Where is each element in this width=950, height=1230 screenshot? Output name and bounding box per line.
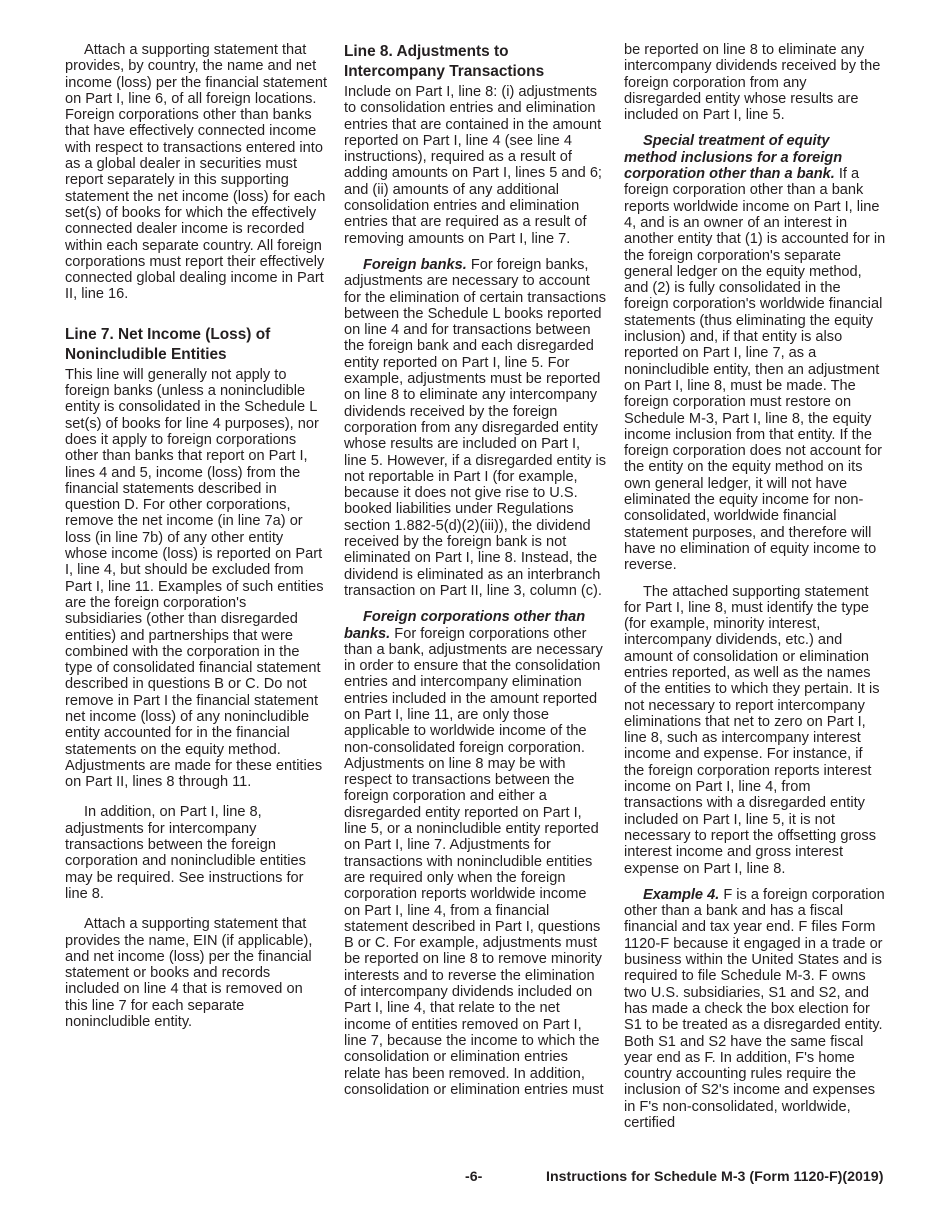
text-foreign-corporations: For foreign corporations other than a bank, adjustments are necessary in order to ensure that the consolidation entries and intercompany elimination entries included in the amount reported on Part I, line 11, are only those applicable to worldwide income of the non-consolidated foreign corporation. Adjustments on line 8 may be with respect to transactions between the foreign corporation and either a disregarded entity reported on Part I, line 5, or a nonincludible entity reported on Part I, line 7. Adjustments for transactions with nonincludible entities are required only when the foreign corporation reports worldwide income on Part I, line 4, from a financial statement described in Part I, questions B or C. For example, adjustments must be reported on line 8 to remove minority interests and to reverse the elimination of intercompany dividends included on Part I, line 4, that relate to the net income of entities removed on Part I, line 7, because the income to which the consolidation or elimination entries relate has been removed. In addition, consolidation or elimination entries must [344, 625, 604, 1098]
paragraph-supporting-statement: The attached supporting statement for Part I, line 8, must identify the type (for example, minority interest, intercompany dividends, etc.) and amount of consolidation or elimination entries reported, as well as the names of the entities to which they pertain. It is not necessary to report intercompany eliminations that net to zero on Part I, line 8, such as intercompany interest income and expense. For instance, if the foreign corporation reports interest income on Part I, line 4, from transactions with a disregarded entity included on Part I, line 5, it is not necessary to report the offsetting gross interest income and gross interest expense on Part I, line 8. [624, 583, 880, 877]
paragraph-foreign-banks [344, 257, 606, 599]
paragraph-line7-statement: Attach a supporting statement that provides the name, EIN (if applicable), and net income (loss) per the financial statement or books and records included on line 4 that is removed on this line 7 for each separate nonincludible entity. [65, 916, 313, 1031]
text-example-4: F is a foreign corporation other than a bank and has a fiscal financial and tax year end. F files Form 1120-F because it engaged in a trade or business within the United States and is required to file Schedule M-3. F owns two U.S. subsidiaries, S1 and S2, and has made a check the box election for S1 to be treated as a disregarded entity. Both S1 and S2 have the same fiscal year end as F. In addition, F's home country accounting rules require the inclusion of S2's income and expenses in F's non-consolidated, worldwide, certified [624, 886, 885, 1131]
document-title: Instructions for Schedule M-3 (Form 1120-F)(2019) [546, 1169, 884, 1185]
text-equity-method: If a foreign corporation other than a bank reports worldwide income on Part I, line 4, and is an owner of an interest in another entity that (1) is accounted for in the foreign corporation's separate general ledger on the equity method, and (2) is fully consolidated in the foreign corporation's worldwide financial statements (thus eliminating the equity inclusion) and, if that entity is also reported on Part I, line 7, as a nonincludible entity, then an adjustment on Part I, line 8, must be made. The foreign corporation must restore on Schedule M-3, Part I, line 8, the equity income inclusion from that entity. If the foreign corporation does not account for the entity on the equity method on its own general ledger, it will not have eliminated the equity income for non-consolidated, worldwide financial statement purposes, and therefore will have no elimination of equity income to reverse. [624, 166, 886, 574]
text-foreign-banks: For foreign banks, adjustments are necessary to account for the elimination of certain transactions between the Schedule L books reported on line 4 and for transactions between the foreign bank and each disregarded entity reported on Part I, line 5. For example, adjustments must be reported on line 8 to eliminate any intercompany dividends received by the foreign corporation from any disregarded entity whose results are included on Part I, line 5. However, if a disregarded entity is not reportable in Part I (for example, because it does not give rise to U.S. booked liabilities under Regulations section 1.882-5(d)(2)(iii)), the dividend received by the foreign bank is not eliminated on Part I, line 8. Instead, the dividend is eliminated as an interbranch transaction on Part II, line 3, column (c). [344, 256, 607, 599]
heading-line7: Line 7. Net Income (Loss) of Nonincludible Entities [65, 325, 271, 363]
lead-foreign-banks: Foreign banks. [363, 256, 467, 273]
page-number: -6- [465, 1169, 483, 1185]
lead-example-4: Example 4. [643, 886, 720, 903]
paragraph-line8-intro: Include on Part I, line 8: (i) adjustments to consolidation entries and elimination entries that are contained in the amount reported on Part I, line 4 (see line 4 instructions), required as a result of adding amounts on Part I, lines 5 and 6; and (ii) amounts of any additional consolidation entries and elimination entries that are required as a result of removing amounts on Part I, line 7. [344, 84, 602, 247]
paragraph-foreign-corporations [344, 609, 606, 1098]
heading-line8: Line 8. Adjustments to Intercompany Transactions [344, 43, 545, 80]
lead-foreign-corporations: Foreign corporations other than banks. [344, 609, 586, 642]
column-middle [344, 42, 606, 1108]
paragraph-example-4 [624, 887, 886, 1131]
paragraph-equity-method [624, 133, 886, 573]
column-right [624, 42, 886, 1141]
paragraph-line7-addition: In addition, on Part I, line 8, adjustments for intercompany transactions between the foreign corporation and nonincludible entities may be required. See instructions for line 8. [65, 804, 306, 902]
lead-equity-method: Special treatment of equity method inclusions for a foreign corporation other than a bank. [624, 133, 843, 183]
paragraph-line6-statement: Attach a supporting statement that provides, by country, the name and net income (loss) per the financial statement on Part I, line 6, of all foreign locations. Foreign corporations other than banks that have effectively connected income with respect to transactions entered into as a global dealer in securities must report separately in this supporting statement the net income (loss) for each set(s) of books for which the effectively connected dealer income is recorded within each separate country. All foreign corporations must report their effectively connected global dealing income in Part II, line 16. [65, 42, 327, 303]
column-left [65, 42, 327, 1040]
paragraph-continued: be reported on line 8 to eliminate any intercompany dividends received by the foreign corporation from any disregarded entity whose results are included on Part I, line 5. [624, 42, 881, 124]
paragraph-line7-body: This line will generally not apply to foreign banks (unless a nonincludible entity is consolidated in the Schedule L set(s) of books for line 4 purposes), nor does it apply to foreign corporations other than banks that report on Part I, lines 4 and 5, income (loss) from the financial statements described in question D. For other corporations, remove the net income (in line 7a) or loss (in line 7b) of any other entity whose income (loss) is reported on Part I, line 4, but should be excluded from Part I, line 11. Examples of such entities are the foreign corporation's subsidiaries (other than disregarded entities) and partnerships that were combined with the corporation in the type of consolidated financial statement described in questions B or C. Do not remove in Part I the financial statement net income (loss) of any nonincludible entity accounted for in the financial statements on the equity method. Adjustments are made for these entities on Part II, lines 8 through 11. [65, 366, 324, 791]
